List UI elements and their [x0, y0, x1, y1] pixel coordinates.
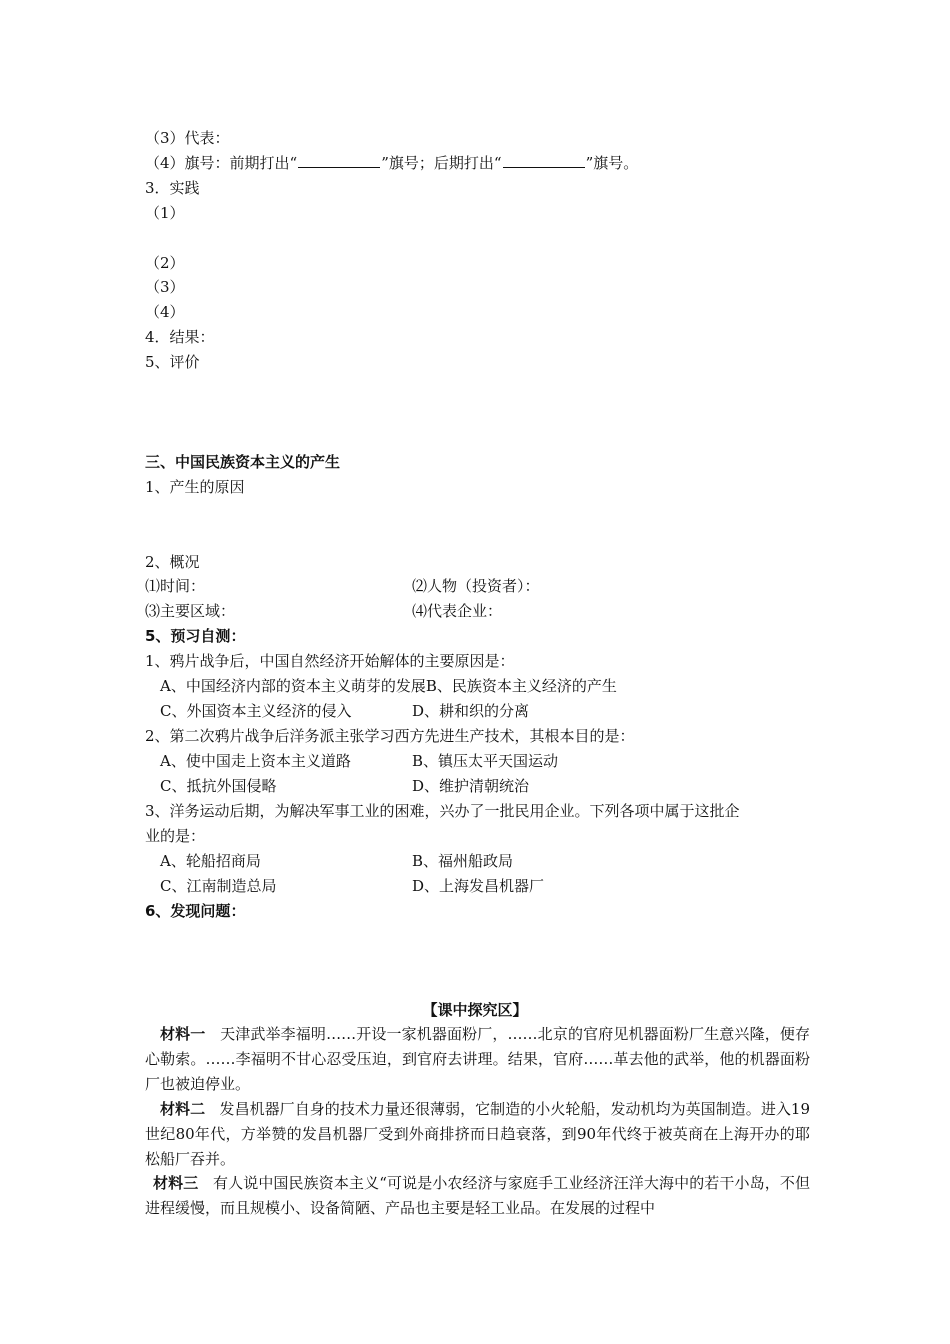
fill-blank-late[interactable]: [503, 153, 585, 168]
question-1: 1、鸦片战争后，中国自然经济开始解体的主要原因是：: [145, 652, 515, 670]
material-1: [145, 1022, 810, 1096]
question-3-option-c[interactable]: C、江南制造总局: [160, 877, 277, 895]
question-1-option-d[interactable]: D、耕和织的分离: [412, 702, 530, 720]
practice-heading: 3．实践: [145, 179, 200, 197]
problems-heading: 6、发现问题：: [145, 902, 246, 920]
question-2-option-a[interactable]: A、使中国走上资本主义道路: [160, 752, 351, 770]
practice-item-2: （2）: [145, 254, 185, 272]
question-1-option-a[interactable]: [160, 676, 617, 696]
question-1-option-b[interactable]: B、民族资本主义经济的产生: [425, 677, 617, 695]
cause-line: 1、产生的原因: [145, 478, 245, 496]
question-3-option-a[interactable]: A、轮船招商局: [160, 852, 261, 870]
slogan-line: [145, 153, 638, 173]
question-2-option-b[interactable]: B、镇压太平天国运动: [412, 752, 559, 770]
question-3-line-2: 业的是：: [145, 827, 206, 845]
people-label: ⑵人物（投资者）：: [412, 577, 540, 595]
material-1-tag: 材料一: [160, 1025, 206, 1043]
question-3-line-1: 3、洋务运动后期，为解决军事工业的困难，兴办了一批民用企业。下列各项中属于这批企: [145, 802, 740, 820]
slogan-text-1: （4）旗号：前期打出“: [145, 154, 298, 172]
overview-line: 2、概况: [145, 553, 200, 571]
practice-item-4: （4）: [145, 303, 185, 321]
section-heading-national-capitalism: 三、中国民族资本主义的产生: [145, 453, 341, 471]
material-2-tag: 材料二: [160, 1100, 206, 1118]
result-line: 4．结果：: [145, 328, 215, 346]
question-2-option-d[interactable]: D、维护清朝统治: [412, 777, 530, 795]
self-test-heading: 5、预习自测：: [145, 627, 246, 645]
option-text: A、中国经济内部的资本主义萌芽的发展: [160, 677, 426, 695]
delegate-line: （3）代表：: [145, 129, 230, 147]
region-label: ⑶主要区域：: [145, 602, 236, 620]
material-2-text: 发昌机器厂自身的技术力量还很薄弱，它制造的小火轮船，发动机均为英国制造。进入19世纪80年代，方举赞的发昌机器厂受到外商排挤而日趋衰落，到90年代终于被英商在上海开办的耶松船厂吞并。: [145, 1100, 810, 1168]
question-1-option-c[interactable]: C、外国资本主义经济的侵入: [160, 702, 352, 720]
material-3-text: 有人说中国民族资本主义“可说是小农经济与家庭手工业经济汪洋大海中的若干小岛，不但进程缓慢，而且规模小、设备简陋、产品也主要是轻工业品。在发展的过程中: [145, 1174, 810, 1217]
material-2: [145, 1097, 810, 1171]
inquiry-section-heading: 【课中探究区】: [422, 1001, 528, 1019]
material-1-text: 天津武举李福明……开设一家机器面粉厂，……北京的官府见机器面粉厂生意兴隆，便存心勒索。……李福明不甘心忍受压迫，到官府去讲理。结果，官府……革去他的武举，他的机器面粉厂也被迫停业。: [145, 1025, 810, 1093]
material-3-tag: 材料三: [153, 1174, 199, 1192]
question-3-option-d[interactable]: D、上海发昌机器厂: [412, 877, 545, 895]
slogan-text-3: ”旗号。: [585, 154, 639, 172]
time-label: ⑴时间：: [145, 577, 206, 595]
fill-blank-early[interactable]: [298, 153, 380, 168]
practice-item-1: （1）: [145, 204, 185, 222]
material-3: [145, 1171, 810, 1221]
evaluation-line: 5、评价: [145, 353, 200, 371]
question-2: 2、第二次鸦片战争后洋务派主张学习西方先进生产技术，其根本目的是：: [145, 727, 635, 745]
question-3-option-b[interactable]: B、福州船政局: [412, 852, 514, 870]
practice-item-3: （3）: [145, 278, 185, 296]
slogan-text-2: ”旗号；后期打出“: [381, 154, 502, 172]
question-2-option-c[interactable]: C、抵抗外国侵略: [160, 777, 277, 795]
enterprise-label: ⑷代表企业：: [412, 602, 503, 620]
